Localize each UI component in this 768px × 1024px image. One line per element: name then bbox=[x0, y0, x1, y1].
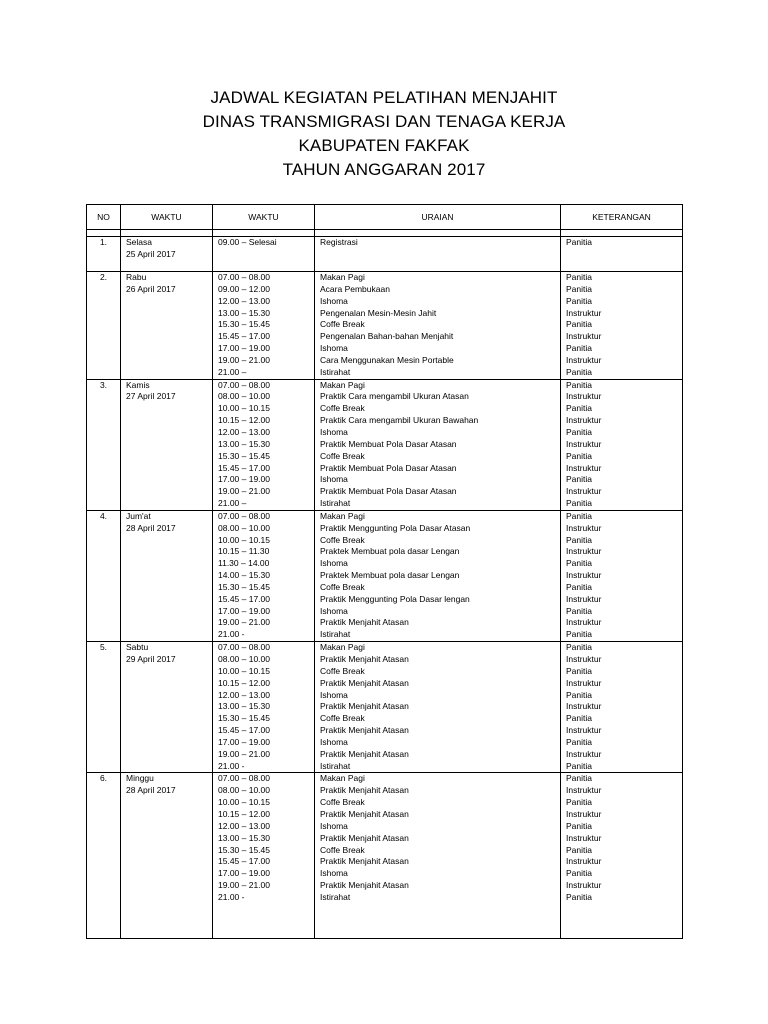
day-date: 29 April 2017 bbox=[126, 654, 176, 664]
note-item: Instruktur bbox=[566, 832, 602, 843]
header-uraian: URAIAN bbox=[315, 205, 561, 230]
time-cell bbox=[213, 237, 315, 272]
time-slot: 07.00 – 08.00 bbox=[218, 379, 270, 390]
day-cell bbox=[121, 773, 213, 939]
note-item: Panitia bbox=[566, 736, 592, 747]
activity-item: Praktik Menggunting Pola Dasar lengan bbox=[320, 593, 470, 604]
table-row bbox=[87, 379, 683, 510]
activity-cell bbox=[315, 510, 561, 641]
time-slot: 17.00 – 19.00 bbox=[218, 868, 270, 879]
note-item: Instruktur bbox=[566, 486, 602, 497]
note-cell bbox=[561, 642, 683, 773]
note-item: Instruktur bbox=[566, 522, 602, 533]
note-item: Instruktur bbox=[566, 617, 602, 628]
header-waktu-day: WAKTU bbox=[121, 205, 213, 230]
activity-item: Ishoma bbox=[320, 558, 348, 569]
activity-item: Praktik Membuat Pola Dasar Atasan bbox=[320, 486, 457, 497]
note-item: Panitia bbox=[566, 498, 592, 509]
note-item: Panitia bbox=[566, 760, 592, 771]
time-slot: 15.45 – 17.00 bbox=[218, 856, 270, 867]
time-slot: 09.00 – Selesai bbox=[218, 237, 277, 247]
table-row bbox=[87, 510, 683, 641]
activity-item: Praktik Menjahit Atasan bbox=[320, 725, 409, 736]
activity-item: Makan Pagi bbox=[320, 510, 365, 521]
table-row bbox=[87, 642, 683, 773]
time-slot: 10.00 – 10.15 bbox=[218, 797, 270, 808]
note-item: Panitia bbox=[566, 581, 592, 592]
time-slot: 10.00 – 10.15 bbox=[218, 403, 270, 414]
activity-item: Praktik Menjahit Atasan bbox=[320, 617, 409, 628]
note-item: Instruktur bbox=[566, 307, 602, 318]
title-line-1: JADWAL KEGIATAN PELATIHAN MENJAHIT bbox=[210, 88, 558, 107]
note-item: Panitia bbox=[566, 283, 592, 294]
activity-item: Istirahat bbox=[320, 629, 351, 640]
time-slot: 07.00 – 08.00 bbox=[218, 510, 270, 521]
row-number-cell bbox=[87, 510, 121, 641]
note-cell bbox=[561, 237, 683, 272]
title-line-2: DINAS TRANSMIGRASI DAN TENAGA KERJA bbox=[202, 112, 566, 131]
row-number-cell bbox=[87, 642, 121, 773]
row-number: 5. bbox=[99, 642, 108, 653]
activity-cell bbox=[315, 379, 561, 510]
activity-item: Praktik Menjahit Atasan bbox=[320, 856, 409, 867]
gap-cell bbox=[213, 230, 315, 237]
activity-item: Coffe Break bbox=[320, 713, 365, 724]
note-item: Instruktur bbox=[566, 856, 602, 867]
activity-item: Acara Pembukaan bbox=[320, 283, 390, 294]
activity-item: Cara Menggunakan Mesin Portable bbox=[320, 354, 454, 365]
day-date: 25 April 2017 bbox=[126, 248, 176, 259]
time-slot: 08.00 – 10.00 bbox=[218, 522, 270, 533]
row-number-cell bbox=[87, 379, 121, 510]
row-number: 4. bbox=[99, 510, 108, 521]
note-item: Panitia bbox=[566, 642, 592, 653]
activity-item: Makan Pagi bbox=[320, 379, 365, 390]
time-slot: 12.00 – 13.00 bbox=[218, 295, 270, 306]
time-slot: 12.00 – 13.00 bbox=[218, 689, 270, 700]
activity-item: Praktek Membuat pola dasar Lengan bbox=[320, 570, 460, 581]
activity-item: Ishoma bbox=[320, 868, 348, 879]
activity-item: Coffe Break bbox=[320, 844, 365, 855]
gap-cell bbox=[121, 230, 213, 237]
time-cell bbox=[213, 379, 315, 510]
header-waktu-time: WAKTU bbox=[213, 205, 315, 230]
note-item: Instruktur bbox=[566, 593, 602, 604]
time-slot: 17.00 – 19.00 bbox=[218, 605, 270, 616]
row-number-cell bbox=[87, 773, 121, 939]
note-item: Instruktur bbox=[566, 438, 602, 449]
activity-item: Praktek Membuat pola dasar Lengan bbox=[320, 546, 460, 557]
table-row bbox=[87, 773, 683, 939]
note-item: Instruktur bbox=[566, 570, 602, 581]
note-item: Panitia bbox=[566, 403, 592, 414]
note-item: Panitia bbox=[566, 665, 592, 676]
activity-item: Coffe Break bbox=[320, 665, 365, 676]
day-name: Minggu bbox=[126, 773, 154, 784]
note-cell bbox=[561, 510, 683, 641]
activity-item: Praktik Menjahit Atasan bbox=[320, 654, 409, 664]
activity-item: Makan Pagi bbox=[320, 773, 365, 784]
time-slot: 13.00 – 15.30 bbox=[218, 438, 270, 449]
row-number: 2. bbox=[99, 272, 108, 282]
activity-item: Ishoma bbox=[320, 295, 348, 306]
time-slot: 15.30 – 15.45 bbox=[218, 713, 270, 724]
time-slot: 07.00 – 08.00 bbox=[218, 642, 270, 653]
note-cell bbox=[561, 272, 683, 380]
time-slot: 07.00 – 08.00 bbox=[218, 272, 270, 282]
time-slot: 21.00 – bbox=[218, 498, 247, 509]
day-date: 27 April 2017 bbox=[126, 391, 176, 402]
note-item: Panitia bbox=[566, 534, 592, 545]
time-slot: 15.45 – 17.00 bbox=[218, 593, 270, 604]
schedule-body bbox=[87, 230, 683, 939]
document-title bbox=[0, 86, 768, 182]
table-row bbox=[87, 272, 683, 380]
activity-item: Registrasi bbox=[320, 237, 358, 247]
note-item: Instruktur bbox=[566, 462, 602, 473]
time-cell bbox=[213, 510, 315, 641]
header-gap-row bbox=[87, 230, 683, 237]
time-slot: 09.00 – 12.00 bbox=[218, 283, 270, 294]
activity-item: Ishoma bbox=[320, 343, 348, 354]
time-slot: 12.00 – 13.00 bbox=[218, 820, 270, 831]
note-item: Instruktur bbox=[566, 677, 602, 688]
time-slot: 15.45 – 17.00 bbox=[218, 331, 270, 342]
activity-item: Praktik Menggunting Pola Dasar Atasan bbox=[320, 522, 471, 533]
activity-item: Ishoma bbox=[320, 820, 348, 831]
activity-item: Coffe Break bbox=[320, 534, 365, 545]
time-slot: 21.00 - bbox=[218, 891, 245, 902]
day-name: Jum'at bbox=[126, 510, 151, 521]
note-item: Panitia bbox=[566, 713, 592, 724]
time-slot: 15.45 – 17.00 bbox=[218, 462, 270, 473]
time-slot: 15.30 – 15.45 bbox=[218, 450, 270, 461]
time-slot: 19.00 – 21.00 bbox=[218, 617, 270, 628]
activity-item: Praktik Cara mengambil Ukuran Bawahan bbox=[320, 415, 479, 426]
time-slot: 19.00 – 21.00 bbox=[218, 486, 270, 497]
time-slot: 21.00 - bbox=[218, 760, 245, 771]
activity-item: Praktik Membuat Pola Dasar Atasan bbox=[320, 462, 457, 473]
day-cell bbox=[121, 510, 213, 641]
time-slot: 15.45 – 17.00 bbox=[218, 725, 270, 736]
activity-cell bbox=[315, 237, 561, 272]
time-slot: 10.15 – 11.30 bbox=[218, 546, 270, 557]
time-slot: 15.30 – 15.45 bbox=[218, 844, 270, 855]
time-slot: 17.00 – 19.00 bbox=[218, 343, 270, 354]
day-name: Rabu bbox=[126, 272, 147, 282]
note-item: Panitia bbox=[566, 510, 592, 521]
time-slot: 13.00 – 15.30 bbox=[218, 307, 270, 318]
activity-item: Praktik Menjahit Atasan bbox=[320, 701, 409, 712]
time-slot: 10.15 – 12.00 bbox=[218, 415, 270, 426]
activity-item: Ishoma bbox=[320, 426, 348, 437]
activity-cell bbox=[315, 272, 561, 380]
time-cell bbox=[213, 773, 315, 939]
gap-cell bbox=[87, 230, 121, 237]
header-keterangan: KETERANGAN bbox=[561, 205, 683, 230]
time-slot: 12.00 – 13.00 bbox=[218, 426, 270, 437]
time-slot: 08.00 – 10.00 bbox=[218, 391, 270, 402]
time-slot: 11.30 – 14.00 bbox=[218, 558, 270, 569]
activity-item: Praktik Cara mengambil Ukuran Atasan bbox=[320, 391, 469, 402]
time-slot: 08.00 – 10.00 bbox=[218, 785, 270, 796]
note-item: Panitia bbox=[566, 844, 592, 855]
activity-item: Makan Pagi bbox=[320, 272, 365, 282]
row-number-cell bbox=[87, 272, 121, 380]
table-row bbox=[87, 237, 683, 272]
activity-item: Istirahat bbox=[320, 891, 351, 902]
activity-item: Ishoma bbox=[320, 689, 348, 700]
activity-item: Praktik Menjahit Atasan bbox=[320, 808, 409, 819]
activity-item: Praktik Menjahit Atasan bbox=[320, 785, 409, 796]
gap-cell bbox=[561, 230, 683, 237]
time-cell bbox=[213, 642, 315, 773]
day-name: Sabtu bbox=[126, 642, 149, 653]
note-item: Panitia bbox=[566, 773, 592, 784]
time-slot: 19.00 – 21.00 bbox=[218, 354, 270, 365]
note-item: Instruktur bbox=[566, 785, 602, 796]
note-item: Instruktur bbox=[566, 725, 602, 736]
day-cell bbox=[121, 272, 213, 380]
day-date: 28 April 2017 bbox=[126, 522, 176, 533]
note-item: Panitia bbox=[566, 820, 592, 831]
activity-item: Ishoma bbox=[320, 474, 348, 485]
time-slot: 19.00 – 21.00 bbox=[218, 880, 270, 891]
note-item: Panitia bbox=[566, 629, 592, 640]
time-slot: 21.00 – bbox=[218, 366, 247, 377]
title-line-4: TAHUN ANGGARAN 2017 bbox=[282, 160, 486, 179]
activity-cell bbox=[315, 642, 561, 773]
note-item: Instruktur bbox=[566, 415, 602, 426]
time-slot: 07.00 – 08.00 bbox=[218, 773, 270, 784]
day-name: Selasa bbox=[126, 237, 152, 247]
row-number-cell bbox=[87, 237, 121, 272]
activity-item: Praktik Menjahit Atasan bbox=[320, 677, 409, 688]
row-number: 6. bbox=[99, 773, 108, 784]
activity-item: Istirahat bbox=[320, 760, 351, 771]
note-item: Panitia bbox=[566, 379, 592, 390]
note-item: Panitia bbox=[566, 891, 592, 902]
day-date: 26 April 2017 bbox=[126, 283, 176, 294]
note-cell bbox=[561, 773, 683, 939]
gap-cell bbox=[315, 230, 561, 237]
note-item: Instruktur bbox=[566, 654, 602, 664]
header-no: NO bbox=[87, 205, 121, 230]
activity-item: Pengenalan Mesin-Mesin Jahit bbox=[320, 307, 437, 318]
note-item: Panitia bbox=[566, 797, 592, 808]
time-slot: 13.00 – 15.30 bbox=[218, 832, 270, 843]
note-item: Instruktur bbox=[566, 331, 602, 342]
activity-item: Praktik Menjahit Atasan bbox=[320, 880, 409, 891]
note-item: Panitia bbox=[566, 558, 592, 569]
activity-item: Praktik Menjahit Atasan bbox=[320, 832, 409, 843]
time-slot: 17.00 – 19.00 bbox=[218, 474, 270, 485]
activity-item: Pengenalan Bahan-bahan Menjahit bbox=[320, 331, 454, 342]
note-item: Panitia bbox=[566, 319, 592, 330]
activity-item: Istirahat bbox=[320, 366, 351, 377]
activity-item: Coffe Break bbox=[320, 319, 365, 330]
table-header-row bbox=[87, 205, 683, 230]
time-slot: 15.30 – 15.45 bbox=[218, 319, 270, 330]
time-slot: 14.00 – 15.30 bbox=[218, 570, 270, 581]
day-date: 28 April 2017 bbox=[126, 785, 176, 796]
time-slot: 10.15 – 12.00 bbox=[218, 808, 270, 819]
note-item: Panitia bbox=[566, 605, 592, 616]
day-name: Kamis bbox=[126, 379, 150, 390]
note-item: Instruktur bbox=[566, 391, 602, 402]
activity-item: Praktik Menjahit Atasan bbox=[320, 748, 409, 759]
note-item: Panitia bbox=[566, 689, 592, 700]
time-slot: 10.00 – 10.15 bbox=[218, 665, 270, 676]
schedule-table bbox=[86, 204, 683, 939]
note-cell bbox=[561, 379, 683, 510]
note-item: Panitia bbox=[566, 272, 592, 282]
note-item: Panitia bbox=[566, 868, 592, 879]
activity-item: Istirahat bbox=[320, 498, 351, 509]
note-item: Panitia bbox=[566, 450, 592, 461]
activity-item: Coffe Break bbox=[320, 797, 365, 808]
time-slot: 08.00 – 10.00 bbox=[218, 654, 270, 664]
time-slot: 13.00 – 15.30 bbox=[218, 701, 270, 712]
row-number: 3. bbox=[99, 379, 108, 390]
activity-item: Coffe Break bbox=[320, 403, 365, 414]
activity-item: Praktik Membuat Pola Dasar Atasan bbox=[320, 438, 457, 449]
time-slot: 19.00 – 21.00 bbox=[218, 748, 270, 759]
activity-item: Coffe Break bbox=[320, 450, 365, 461]
note-item: Instruktur bbox=[566, 354, 602, 365]
time-slot: 10.00 – 10.15 bbox=[218, 534, 270, 545]
activity-item: Coffe Break bbox=[320, 581, 365, 592]
activity-item: Ishoma bbox=[320, 736, 348, 747]
note-item: Instruktur bbox=[566, 748, 602, 759]
time-slot: 10.15 – 12.00 bbox=[218, 677, 270, 688]
note-item: Panitia bbox=[566, 474, 592, 485]
day-cell bbox=[121, 237, 213, 272]
note-item: Instruktur bbox=[566, 880, 602, 891]
note-item: Panitia bbox=[566, 295, 592, 306]
note-item: Panitia bbox=[566, 237, 592, 247]
row-number: 1. bbox=[99, 237, 108, 247]
activity-item: Makan Pagi bbox=[320, 642, 365, 653]
time-slot: 17.00 – 19.00 bbox=[218, 736, 270, 747]
note-item: Panitia bbox=[566, 426, 592, 437]
day-cell bbox=[121, 379, 213, 510]
note-item: Instruktur bbox=[566, 701, 602, 712]
time-cell bbox=[213, 272, 315, 380]
activity-cell bbox=[315, 773, 561, 939]
time-slot: 21.00 - bbox=[218, 629, 245, 640]
note-item: Instruktur bbox=[566, 546, 602, 557]
activity-item: Ishoma bbox=[320, 605, 348, 616]
time-slot: 15.30 – 15.45 bbox=[218, 581, 270, 592]
note-item: Instruktur bbox=[566, 808, 602, 819]
day-cell bbox=[121, 642, 213, 773]
note-item: Panitia bbox=[566, 343, 592, 354]
note-item: Panitia bbox=[566, 366, 592, 377]
title-line-3: KABUPATEN FAKFAK bbox=[298, 136, 470, 155]
